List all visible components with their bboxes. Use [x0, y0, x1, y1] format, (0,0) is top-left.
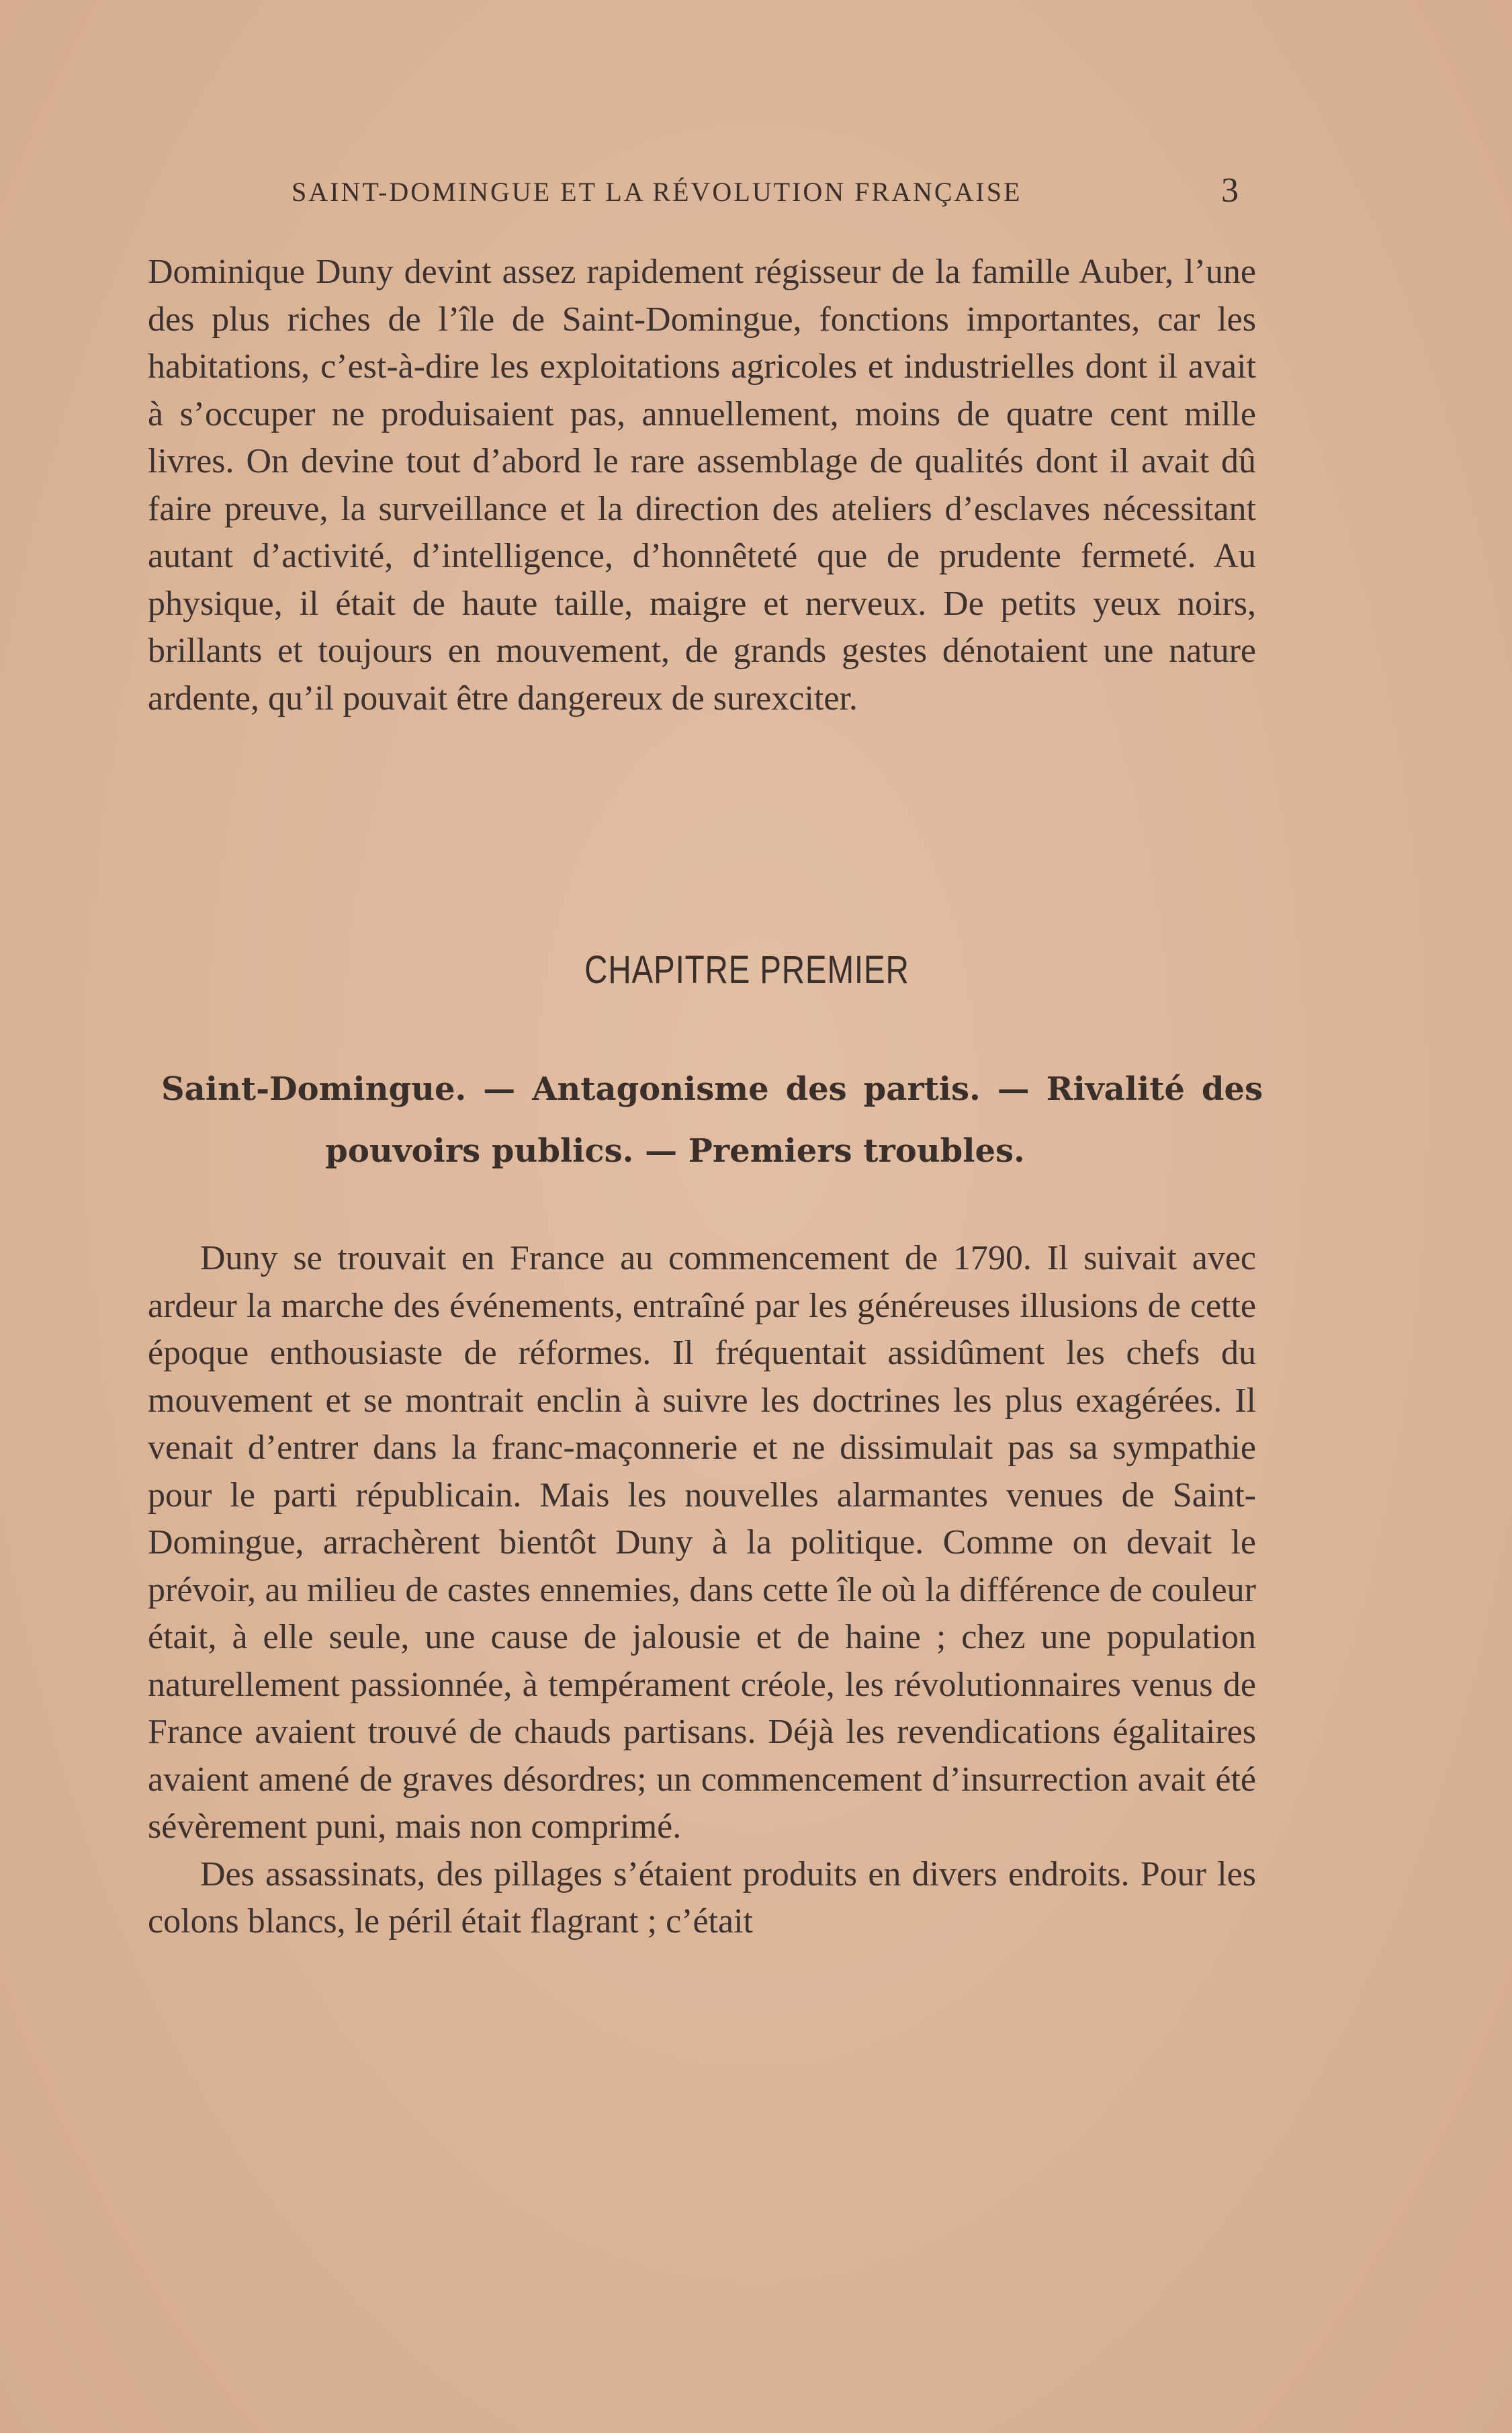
page-number: 3: [1221, 171, 1239, 210]
running-head: [292, 171, 1239, 216]
chapter-body: [148, 1235, 1256, 1946]
running-title: SAINT-DOMINGUE ET LA RÉVOLUTION FRANÇAISE: [292, 177, 1022, 207]
chapter-summary: [161, 1058, 1263, 1182]
chapter-title: CHAPITRE PREMIER: [584, 948, 909, 992]
chapter-summary-line-1: Saint-Domingue. — Antagonisme des partis. — Rivalité des: [161, 1070, 1263, 1108]
chapter-summary-line-2: pouvoirs publics. — Premiers troubles.: [325, 1132, 1025, 1170]
body-paragraph-1: Duny se trouvait en France au commencement de 1790. Il suivait avec ardeur la marche des événements, entraîné par les généreuses illusions de cette époque enthousiaste de réformes. Il fréquentait assidûment les chefs du mouvement et se montrait enclin à suivre les doctrines les plus exagérées. Il venait d’entrer dans la franc-maçonnerie et ne dissimulait pas sa sympathie pour le parti républicain. Mais les nouvelles alarmantes venues de Saint-Domingue, arrachèrent bientôt Duny à la politique. Comme on devait le prévoir, au milieu de castes ennemies, dans cette île où la différence de couleur était, à elle seule, une cause de jalousie et de haine ; chez une population naturellement passionnée, à tempérament créole, les révolutionnaires venus de France avaient trouvé de chauds partisans. Déjà les revendications égalitaires avaient amené de graves désordres; un commencement d’insurrection avait été sévèrement puni, mais non comprimé.: [148, 1239, 1256, 1846]
intro-text: [148, 249, 1256, 722]
body-paragraph-2: Des assassinats, des pillages s’étaient produits en divers endroits. Pour les colons blancs, le péril était flagrant ; c’était: [148, 1854, 1256, 1940]
intro-paragraph: Dominique Duny devint assez rapidement régisseur de la famille Auber, l’une des plus riches de l’île de Saint-Domingue, fonctions importantes, car les habitations, c’est-à-dire les exploitations agricoles et industrielles dont il avait à s’occuper ne produisaient pas, annuellement, moins de quatre cent mille livres. On devine tout d’abord le rare assemblage de qualités dont il avait dû faire preuve, la surveillance et la direction des ateliers d’esclaves nécessitant autant d’activité, d’intelligence, d’honnêteté que de prudente fermeté. Au physique, il était de haute taille, maigre et nerveux. De petits yeux noirs, brillants et toujours en mouvement, de grands gestes dénotaient une nature ardente, qu’il pouvait être dangereux de surexciter.: [148, 253, 1256, 718]
